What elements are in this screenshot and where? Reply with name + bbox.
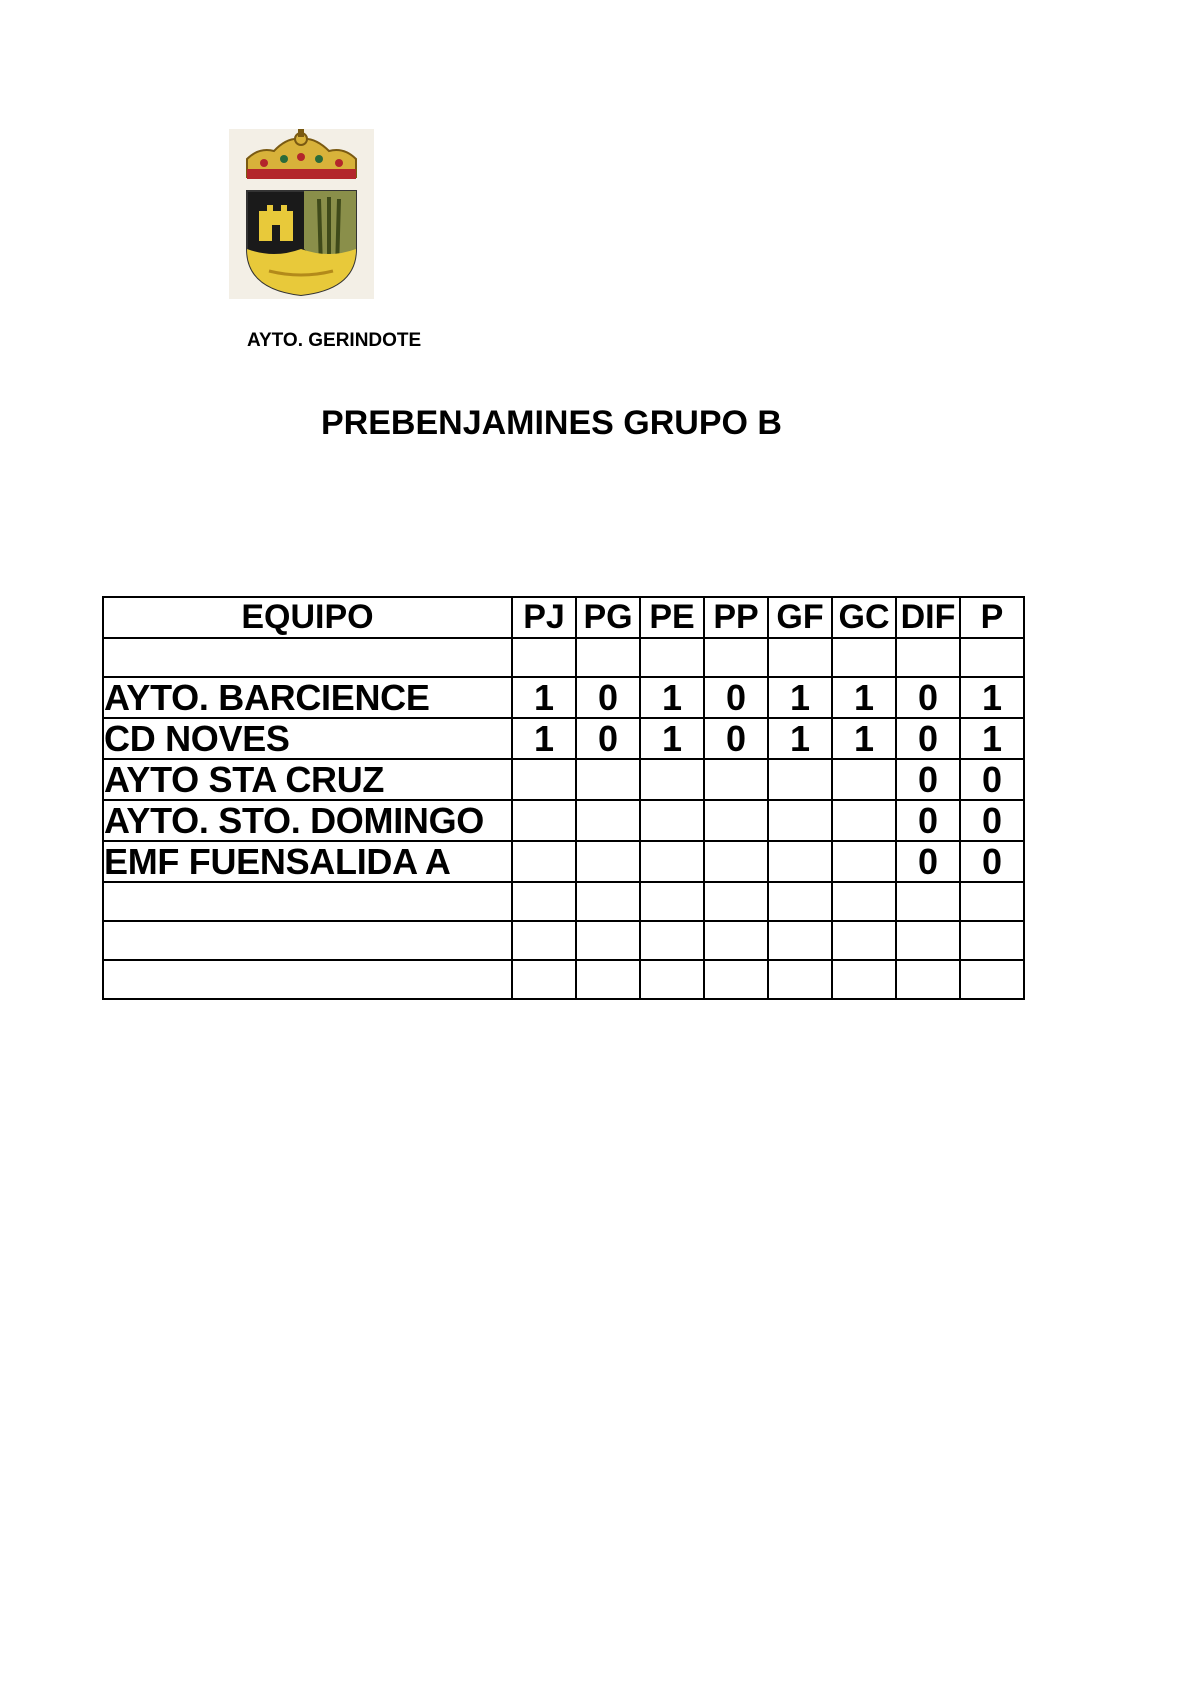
cell-points: 0 bbox=[960, 759, 1024, 800]
cell-pg: 0 bbox=[576, 718, 640, 759]
cell-points bbox=[960, 960, 1024, 999]
cell-gc bbox=[832, 759, 896, 800]
cell-gc bbox=[832, 882, 896, 921]
cell-gf: 1 bbox=[768, 677, 832, 718]
cell-pp bbox=[704, 800, 768, 841]
cell-team bbox=[103, 638, 512, 677]
cell-pe bbox=[640, 921, 704, 960]
cell-pj bbox=[512, 921, 576, 960]
cell-pj: 1 bbox=[512, 718, 576, 759]
cell-team: EMF FUENSALIDA A bbox=[103, 841, 512, 882]
cell-pj bbox=[512, 759, 576, 800]
column-header-team: EQUIPO bbox=[103, 597, 512, 638]
cell-gf bbox=[768, 841, 832, 882]
cell-pp bbox=[704, 638, 768, 677]
cell-pe: 1 bbox=[640, 718, 704, 759]
cell-pj: 1 bbox=[512, 677, 576, 718]
cell-pj bbox=[512, 800, 576, 841]
table-row bbox=[103, 960, 1024, 999]
cell-team: AYTO. STO. DOMINGO bbox=[103, 800, 512, 841]
cell-points: 0 bbox=[960, 800, 1024, 841]
cell-gf bbox=[768, 960, 832, 999]
column-header-pp: PP bbox=[704, 597, 768, 638]
cell-pp bbox=[704, 960, 768, 999]
cell-pe bbox=[640, 960, 704, 999]
table-row bbox=[103, 718, 1024, 759]
cell-pj bbox=[512, 638, 576, 677]
cell-dif: 0 bbox=[896, 800, 960, 841]
column-header-gf: GF bbox=[768, 597, 832, 638]
cell-pj bbox=[512, 960, 576, 999]
cell-gc bbox=[832, 638, 896, 677]
cell-gc: 1 bbox=[832, 677, 896, 718]
cell-gc bbox=[832, 921, 896, 960]
column-header-dif: DIF bbox=[896, 597, 960, 638]
cell-pg bbox=[576, 960, 640, 999]
cell-points: 1 bbox=[960, 677, 1024, 718]
column-header-pe: PE bbox=[640, 597, 704, 638]
cell-pe bbox=[640, 841, 704, 882]
column-header-pj: PJ bbox=[512, 597, 576, 638]
cell-pg bbox=[576, 800, 640, 841]
column-header-pg: PG bbox=[576, 597, 640, 638]
standings-table bbox=[102, 596, 1025, 1000]
cell-pj bbox=[512, 882, 576, 921]
cell-dif bbox=[896, 882, 960, 921]
column-header-points: P bbox=[960, 597, 1024, 638]
cell-team bbox=[103, 921, 512, 960]
cell-pg: 0 bbox=[576, 677, 640, 718]
cell-team bbox=[103, 882, 512, 921]
cell-pg bbox=[576, 759, 640, 800]
cell-dif bbox=[896, 638, 960, 677]
table-row bbox=[103, 638, 1024, 677]
cell-pe bbox=[640, 759, 704, 800]
table-row bbox=[103, 759, 1024, 800]
cell-gc bbox=[832, 800, 896, 841]
cell-points bbox=[960, 882, 1024, 921]
cell-dif: 0 bbox=[896, 759, 960, 800]
column-header-gc: GC bbox=[832, 597, 896, 638]
table-row bbox=[103, 800, 1024, 841]
cell-dif bbox=[896, 960, 960, 999]
cell-pp bbox=[704, 841, 768, 882]
cell-dif: 0 bbox=[896, 677, 960, 718]
cell-team bbox=[103, 960, 512, 999]
cell-gf bbox=[768, 759, 832, 800]
cell-pg bbox=[576, 882, 640, 921]
cell-gf bbox=[768, 800, 832, 841]
cell-points: 0 bbox=[960, 841, 1024, 882]
cell-pp bbox=[704, 759, 768, 800]
cell-pp bbox=[704, 921, 768, 960]
cell-team: AYTO STA CRUZ bbox=[103, 759, 512, 800]
cell-pg bbox=[576, 841, 640, 882]
cell-dif bbox=[896, 921, 960, 960]
cell-gf: 1 bbox=[768, 718, 832, 759]
cell-pp: 0 bbox=[704, 677, 768, 718]
table-header-row bbox=[103, 597, 1024, 638]
cell-points bbox=[960, 638, 1024, 677]
table-row bbox=[103, 841, 1024, 882]
cell-pe bbox=[640, 882, 704, 921]
organization-name: AYTO. GERINDOTE bbox=[247, 330, 422, 351]
cell-points bbox=[960, 921, 1024, 960]
cell-gf bbox=[768, 882, 832, 921]
cell-pj bbox=[512, 841, 576, 882]
cell-gc bbox=[832, 960, 896, 999]
cell-pp bbox=[704, 882, 768, 921]
cell-pp: 0 bbox=[704, 718, 768, 759]
cell-team: AYTO. BARCIENCE bbox=[103, 677, 512, 718]
table-row bbox=[103, 882, 1024, 921]
cell-dif: 0 bbox=[896, 718, 960, 759]
cell-gf bbox=[768, 921, 832, 960]
cell-pe bbox=[640, 800, 704, 841]
cell-dif: 0 bbox=[896, 841, 960, 882]
cell-points: 1 bbox=[960, 718, 1024, 759]
municipal-crest-logo bbox=[229, 129, 374, 299]
cell-pe bbox=[640, 638, 704, 677]
page-title: PREBENJAMINES GRUPO B bbox=[321, 404, 782, 442]
cell-gf bbox=[768, 638, 832, 677]
cell-gc bbox=[832, 841, 896, 882]
cell-team: CD NOVES bbox=[103, 718, 512, 759]
cell-pg bbox=[576, 921, 640, 960]
cell-gc: 1 bbox=[832, 718, 896, 759]
cell-pg bbox=[576, 638, 640, 677]
cell-pe: 1 bbox=[640, 677, 704, 718]
table-row bbox=[103, 677, 1024, 718]
table-row bbox=[103, 921, 1024, 960]
